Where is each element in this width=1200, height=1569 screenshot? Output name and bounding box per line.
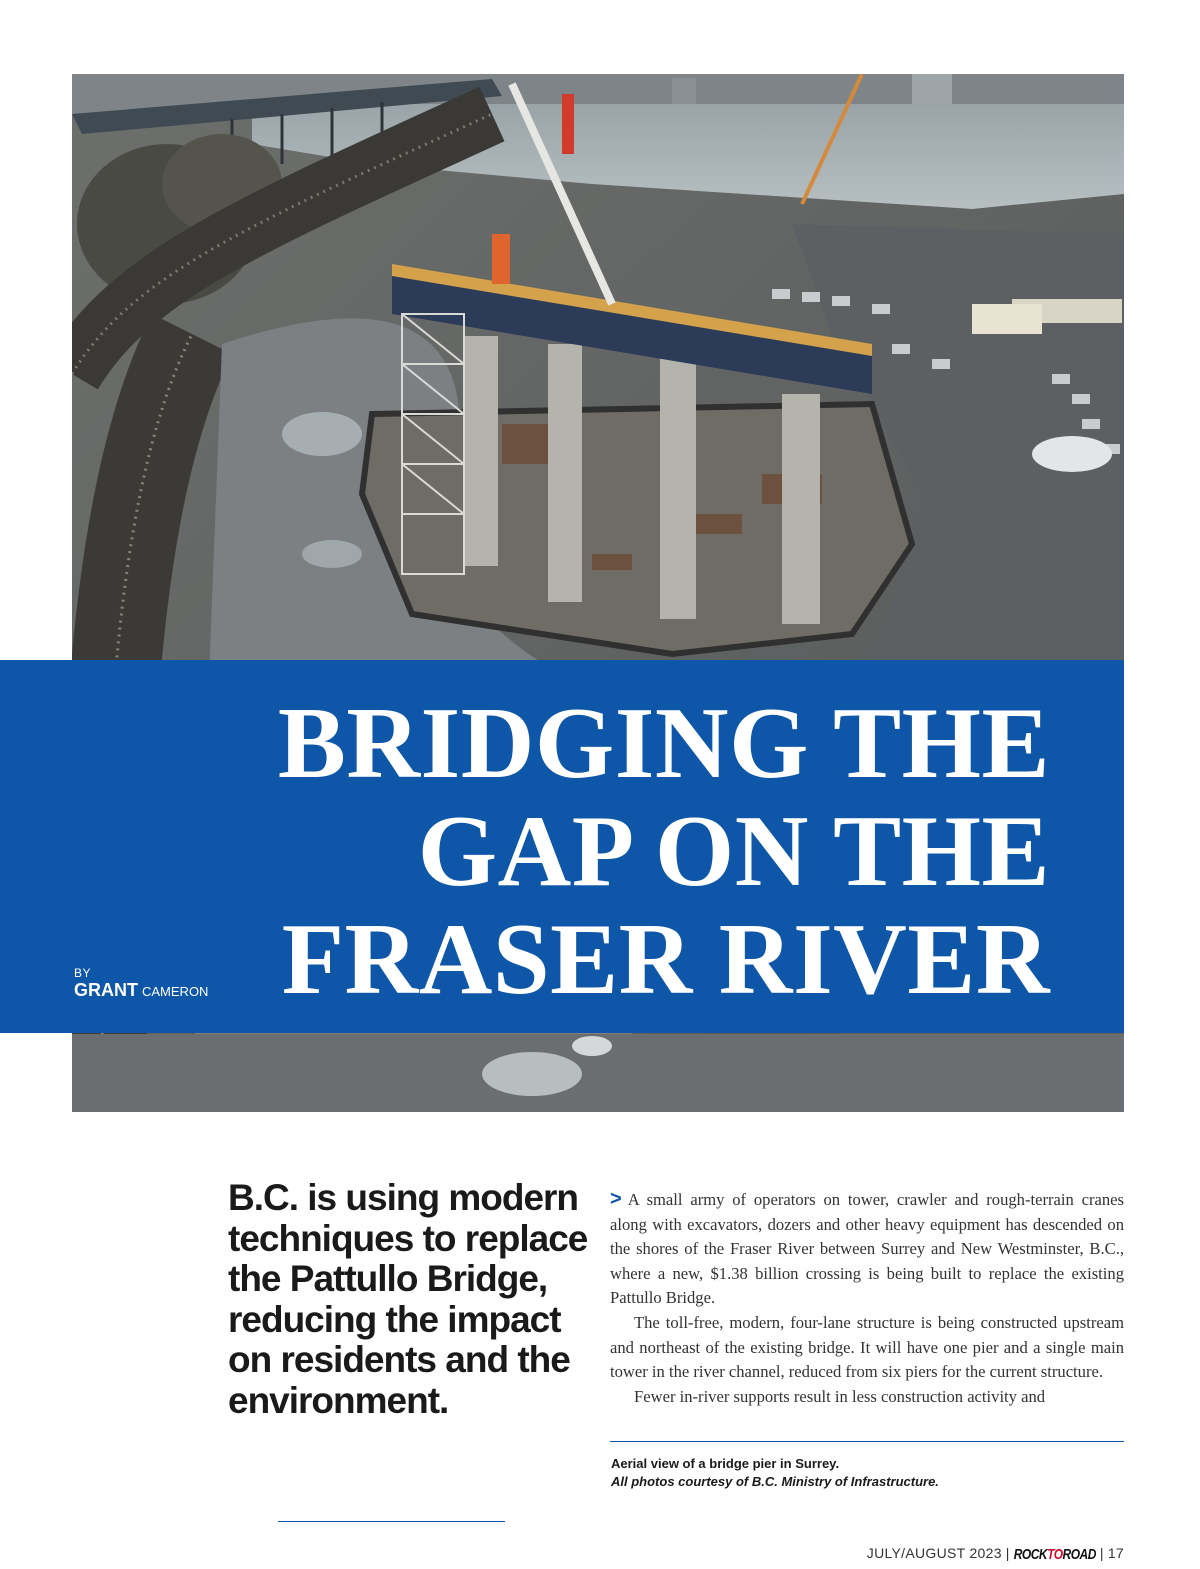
issue-date: JULY/AUGUST 2023 bbox=[866, 1545, 1002, 1561]
caption-divider bbox=[610, 1441, 1124, 1442]
headline-line-1: BRIDGING THE bbox=[277, 687, 1050, 800]
author-first-name: GRANT bbox=[74, 980, 138, 1000]
title-band bbox=[0, 660, 1124, 1033]
caption-description: Aerial view of a bridge pier in Surrey. bbox=[611, 1456, 840, 1471]
logo-road: ROAD bbox=[1062, 1545, 1096, 1563]
page-number: 17 bbox=[1107, 1545, 1124, 1561]
page-footer bbox=[867, 1545, 1124, 1561]
paragraph-2: The toll-free, modern, four-lane structure is being constructed upstream and northeast of the existing bridge. It will have one pier and a single main tower in the river channel, reduced from six piers for the current structure. bbox=[610, 1312, 1124, 1382]
photo-caption bbox=[611, 1455, 1125, 1491]
headline-line-2: GAP ON THE bbox=[417, 795, 1050, 908]
rock-to-road-logo bbox=[1014, 1545, 1096, 1563]
footer-separator: | bbox=[1005, 1545, 1010, 1561]
logo-to: TO bbox=[1047, 1545, 1063, 1563]
paragraph-3: Fewer in-river supports result in less construction activity and bbox=[634, 1386, 1046, 1406]
article-body bbox=[610, 1187, 1124, 1409]
author-last-name: CAMERON bbox=[142, 984, 209, 999]
logo-rock: ROCK bbox=[1013, 1545, 1048, 1563]
paragraph-1-text: A small army of operators on tower, crawler and rough-terrain cranes along with excavators, dozers and other heavy equipment has descended on the shores of the Fraser River between Surrey and New Westminster, B.C., where a new, $1.38 billion crossing is being built to replace the existing Pattullo Bridge. bbox=[610, 1190, 1124, 1308]
deck: B.C. is using modern techniques to replace the Pattullo Bridge, reducing the impact on residents and the environment. bbox=[228, 1177, 588, 1421]
headline bbox=[277, 687, 1050, 1016]
photo-credit: All photos courtesy of B.C. Ministry of Infrastructure. bbox=[611, 1474, 939, 1489]
paragraph-1 bbox=[610, 1187, 1124, 1311]
deck-divider bbox=[278, 1521, 505, 1522]
byline-by: BY bbox=[74, 966, 92, 980]
headline-line-3: FRASER RIVER bbox=[281, 903, 1050, 1016]
chevron-right-icon: > bbox=[610, 1188, 622, 1210]
byline bbox=[74, 966, 208, 1001]
footer-separator-2: | bbox=[1099, 1545, 1104, 1561]
